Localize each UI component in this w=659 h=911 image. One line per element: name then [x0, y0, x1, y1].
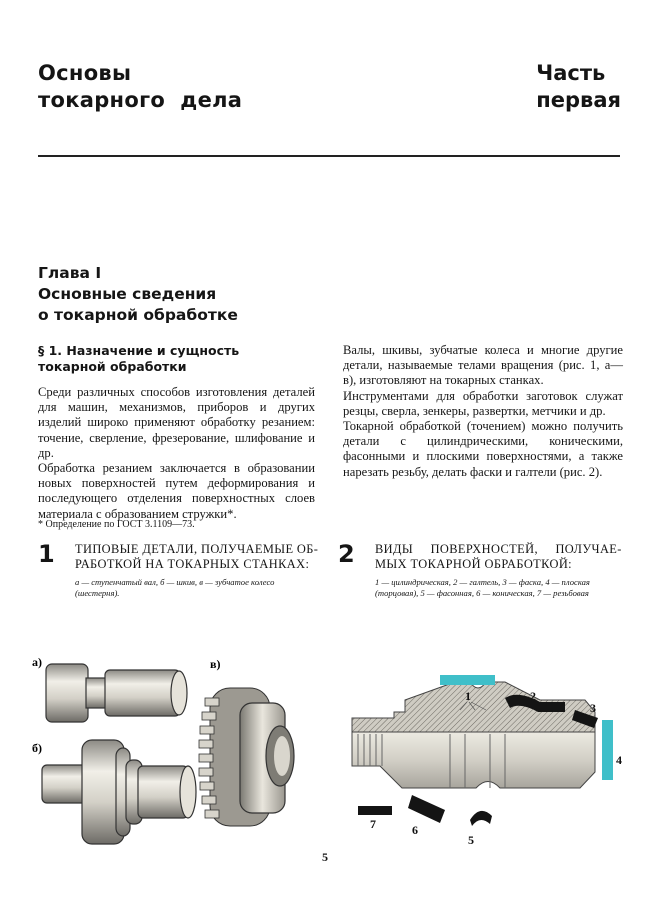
body-paragraph: Токарной обработкой (точением) можно получить детали с цилиндрическими, коническими, фасонными и плоскими поверхностями, а также нарезать резьбу, делать фаски и галтели (рис. 2). [343, 419, 623, 479]
figure1-label-b: б) [32, 741, 42, 755]
figure2-illustration [340, 670, 630, 850]
footnote: * Определение по ГОСТ 3.1109—73. [38, 519, 195, 530]
figure1-title [75, 542, 325, 572]
figure2-label-2: 2 [530, 689, 536, 703]
chapter-label: Глава I [38, 264, 102, 282]
chapter-heading [38, 263, 238, 326]
figure1-title-line2: РАБОТКОЙ НА ТОКАРНЫХ СТАНКАХ: [75, 557, 310, 571]
figure2-label-3: 3 [590, 701, 596, 715]
form-tool [470, 811, 492, 826]
section-heading [38, 343, 308, 375]
figure2-title [375, 542, 625, 572]
figure2-number: 2 [338, 540, 355, 568]
figure2-title-line2: МЫХ ТОКАРНОЙ ОБРАБОТКОЙ: [375, 557, 573, 571]
right-column [343, 343, 623, 480]
header-rule [38, 155, 620, 157]
part-title-line1: Часть [536, 61, 606, 85]
book-title-line1: Основы [38, 61, 132, 85]
part-section-drawing [352, 682, 595, 788]
figure2-caption: 1 — цилиндрическая, 2 — галтель, 3 — фаска, 4 — плоская (торцовая), 5 — фасонная, 6 — коническая, 7 — резьбовая [375, 577, 590, 598]
book-title-line2: токарного дела [38, 88, 243, 112]
taper-tool [408, 795, 445, 823]
gear-drawing [199, 688, 294, 826]
chapter-title-line2: о токарной обработке [38, 306, 238, 324]
figure1-caption: а — ступенчатый вал, б — шкив, в — зубчатое колесо (шестерня). [75, 577, 275, 598]
figure2-label-1: 1 [465, 689, 471, 703]
left-column [38, 385, 315, 522]
cylindrical-surface-marker [440, 675, 495, 685]
section-title-line2: токарной обработки [38, 359, 187, 374]
pulley-drawing [42, 740, 196, 844]
chapter-title-line1: Основные сведения [38, 285, 217, 303]
part-title-line2: первая [536, 88, 621, 112]
figure2-label-7: 7 [370, 817, 376, 831]
part-title [536, 60, 621, 114]
figure2-label-4: 4 [616, 753, 622, 767]
book-title [38, 60, 242, 114]
body-paragraph: Среди различных способов изготовления деталей для машин, механизмов, приборов и других изделий широко применяют обработку резанием: точение, сверление, фрезерование, шлифование и др. [38, 385, 315, 460]
figure2-title-line1: ВИДЫ ПОВЕРХНОСТЕЙ, ПОЛУЧАЕ- [375, 542, 622, 556]
section-title-line1: § 1. Назначение и сущность [38, 343, 240, 358]
figure1-number: 1 [38, 540, 55, 568]
body-paragraph: Валы, шкивы, зубчатые колеса и многие другие детали, называемые телами вращения (рис. 1, а—в), изготовляют на токарных станках. [343, 343, 623, 388]
figure1-label-v: в) [210, 657, 221, 671]
page-number: 5 [322, 850, 328, 864]
flat-surface-marker [602, 720, 613, 780]
figure1-illustration [30, 648, 320, 848]
figure1-title-line1: ТИПОВЫЕ ДЕТАЛИ, ПОЛУЧАЕМЫЕ ОБ- [75, 542, 319, 556]
thread-tool [358, 806, 392, 815]
figure2-label-6: 6 [412, 823, 418, 837]
figure2-label-5: 5 [468, 833, 474, 847]
body-paragraph: Обработка резанием заключается в образовании новых поверхностей путем деформирования и последующего отделения поверхностных слоев материала с образованием стружки*. [38, 461, 315, 521]
body-paragraph: Инструментами для обработки заготовок служат резцы, сверла, зенкеры, развертки, метчики и др. [343, 388, 623, 418]
figure1-label-a: а) [32, 655, 42, 669]
stepped-shaft-drawing [46, 664, 187, 722]
